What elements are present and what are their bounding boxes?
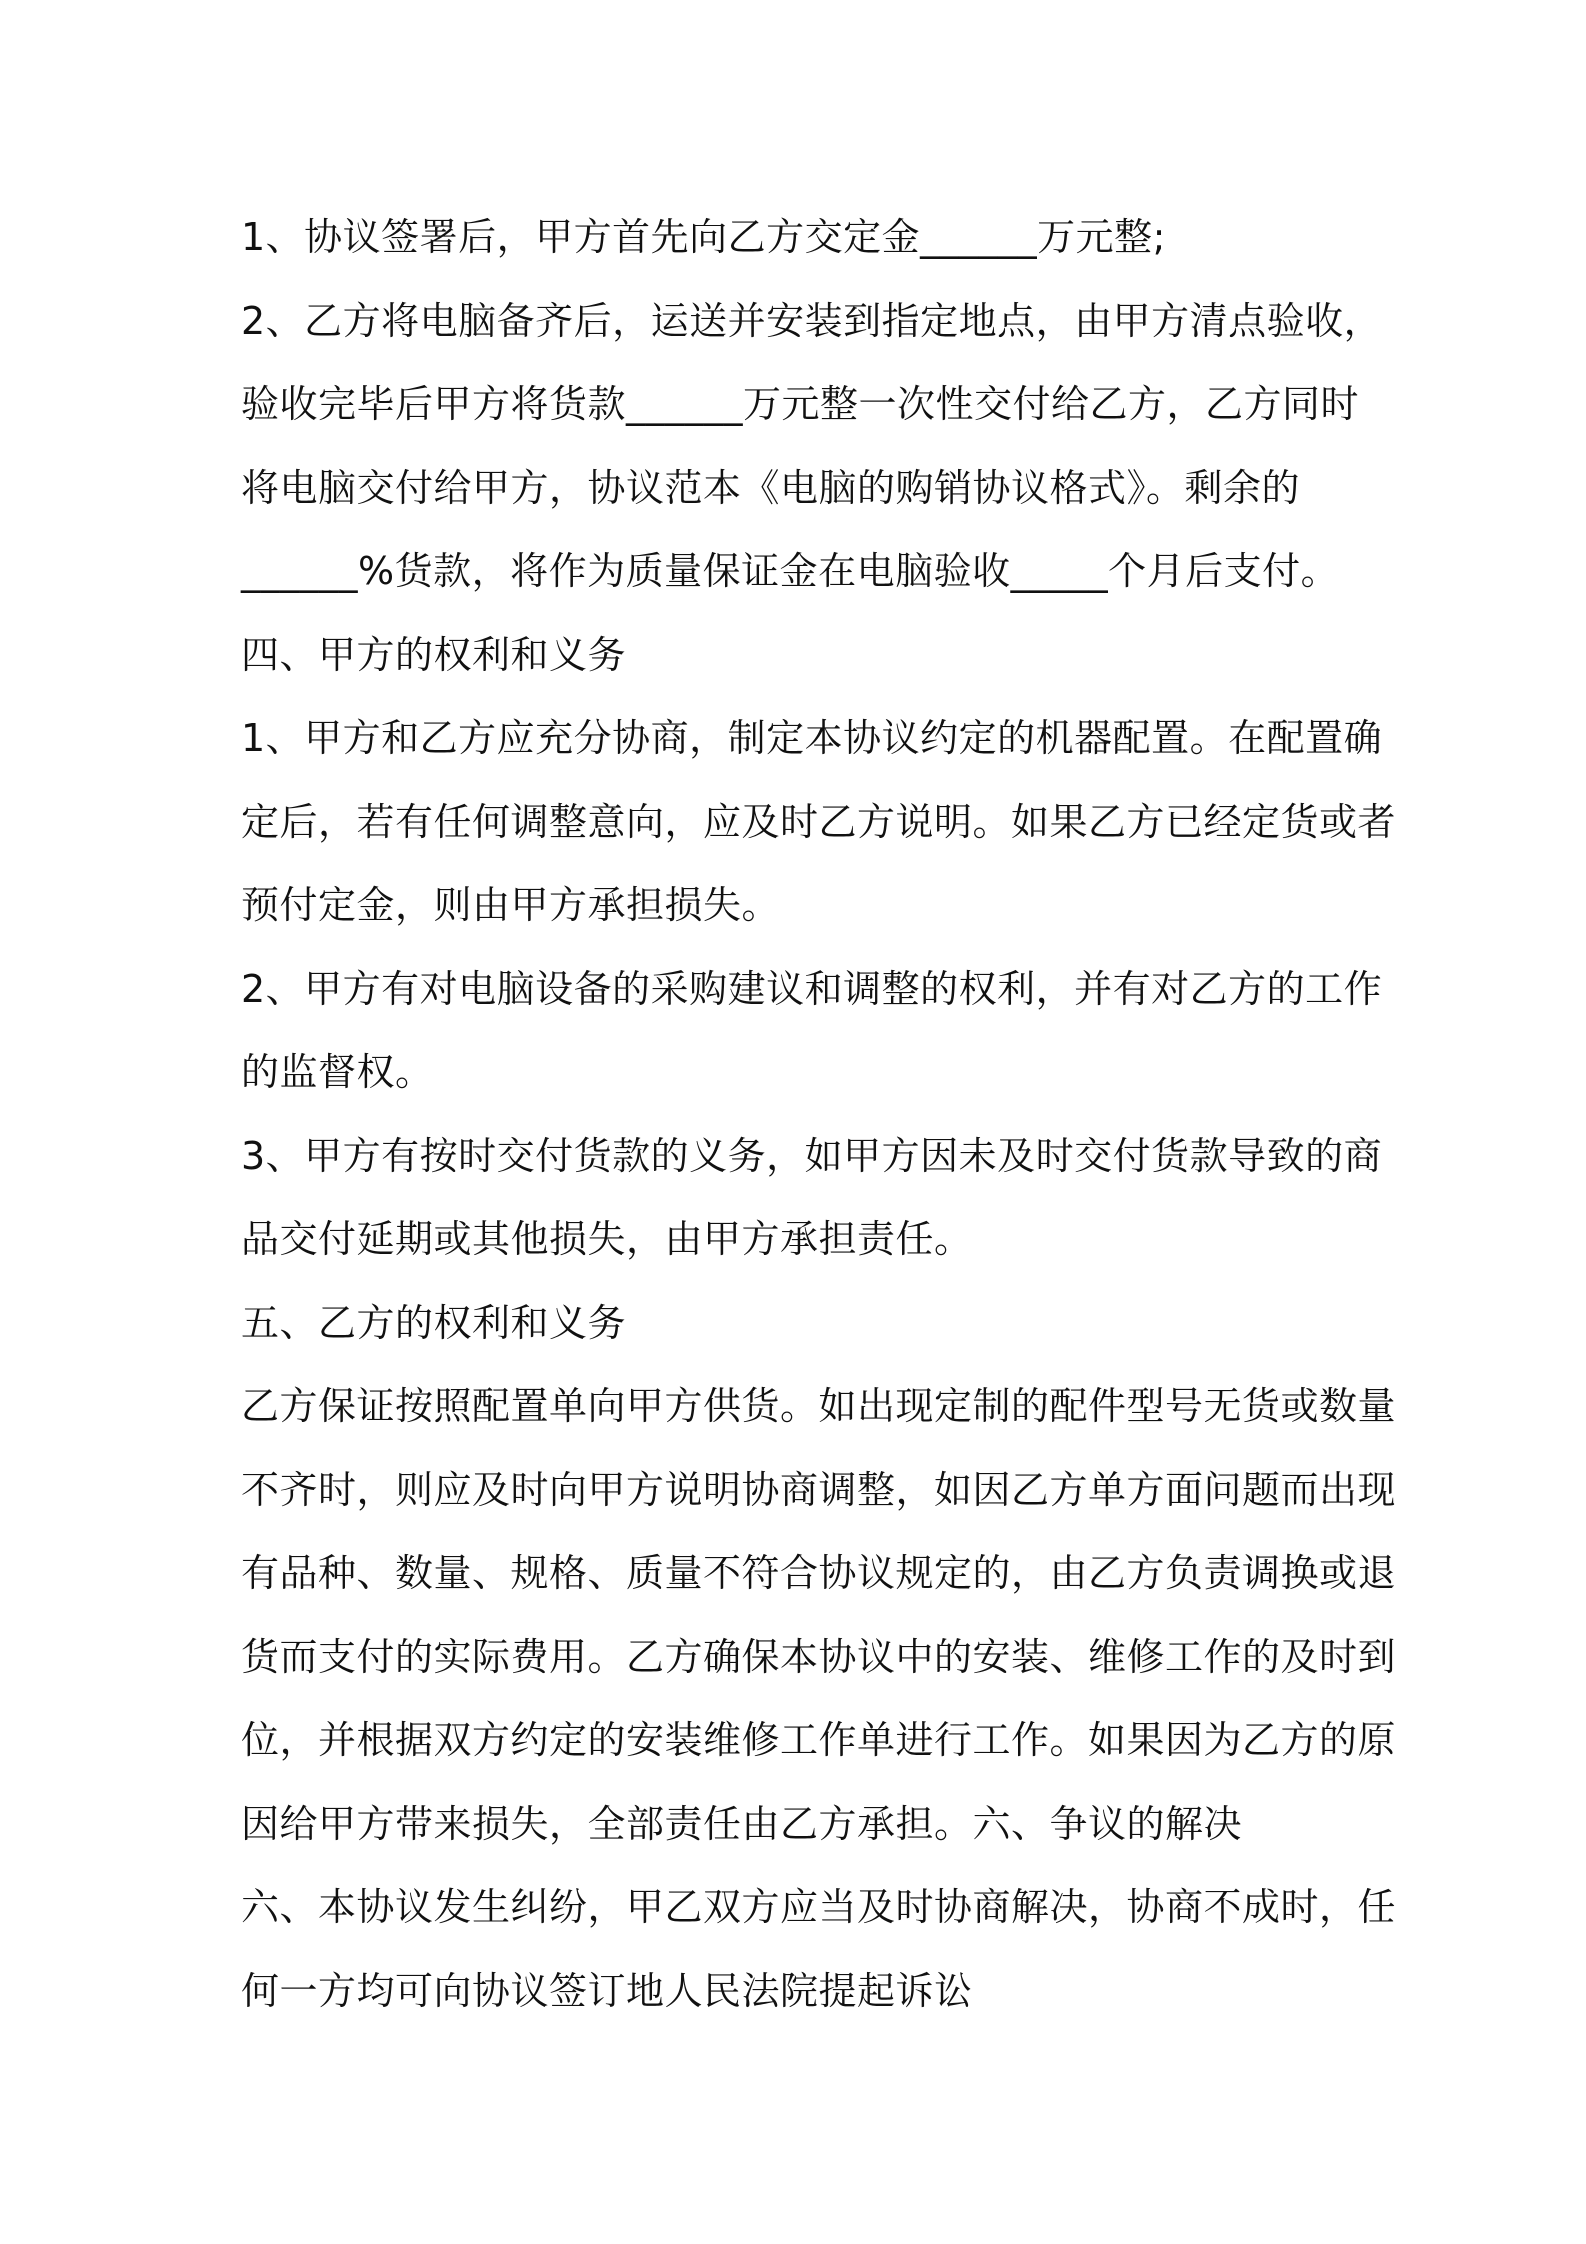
party-b-paragraph-line-4: 货而支付的实际费用。乙方确保本协议中的安装、维修工作的及时到: [241, 1634, 1397, 1679]
party-b-paragraph-line-6: 因给甲方带来损失，全部责任由乙方承担。六、争议的解决: [241, 1801, 1243, 1846]
dispute-clause-line-2: 何一方均可向协议签订地人民法院提起诉讼: [241, 1968, 973, 2013]
clause-2-delivery-line-4: ______%货款，将作为质量保证金在电脑验收_____个月后支付。: [241, 549, 1340, 593]
party-b-paragraph-line-2: 不齐时，则应及时向甲方说明协商调整，如因乙方单方面问题而出现: [241, 1467, 1397, 1512]
party-a-clause-2-line-1: 2、甲方有对电脑设备的采购建议和调整的权利，并有对乙方的工作: [241, 966, 1383, 1011]
party-b-paragraph-line-3: 有品种、数量、规格、质量不符合协议规定的，由乙方负责调换或退: [241, 1551, 1397, 1595]
party-a-clause-1-line-2: 定后，若有任何调整意向，应及时乙方说明。如果乙方已经定货或者: [241, 799, 1397, 844]
party-a-clause-3-line-2: 品交付延期或其他损失，由甲方承担责任。: [241, 1217, 973, 1261]
section-heading-party-a: 四、甲方的权利和义务: [241, 632, 627, 677]
clause-1-deposit: 1、协议签署后，甲方首先向乙方交定金______万元整;: [241, 215, 1166, 259]
section-heading-party-b: 五、乙方的权利和义务: [241, 1300, 627, 1345]
party-a-clause-1-line-1: 1、甲方和乙方应充分协商，制定本协议约定的机器配置。在配置确: [241, 716, 1383, 760]
party-b-paragraph-line-5: 位，并根据双方约定的安装维修工作单进行工作。如果因为乙方的原: [241, 1718, 1397, 1762]
party-a-clause-3-line-1: 3、甲方有按时交付货款的义务，如甲方因未及时交付货款导致的商: [241, 1133, 1383, 1178]
party-b-paragraph-line-1: 乙方保证按照配置单向甲方供货。如出现定制的配件型号无货或数量: [241, 1384, 1397, 1428]
document-body: [241, 196, 1397, 2033]
party-a-clause-1-line-3: 预付定金，则由甲方承担损失。: [241, 883, 781, 927]
party-a-clause-2-line-2: 的监督权。: [241, 1050, 434, 1094]
dispute-clause-line-1: 六、本协议发生纠纷，甲乙双方应当及时协商解决，协商不成时，任: [241, 1885, 1397, 1929]
clause-2-delivery-line-3: 将电脑交付给甲方，协议范本《电脑的购销协议格式》。剩余的: [241, 465, 1301, 510]
clause-2-delivery-line-2: 验收完毕后甲方将货款______万元整一次性交付给乙方，乙方同时: [241, 382, 1360, 426]
clause-2-delivery-line-1: 2、乙方将电脑备齐后，运送并安装到指定地点，由甲方清点验收，: [241, 298, 1383, 343]
